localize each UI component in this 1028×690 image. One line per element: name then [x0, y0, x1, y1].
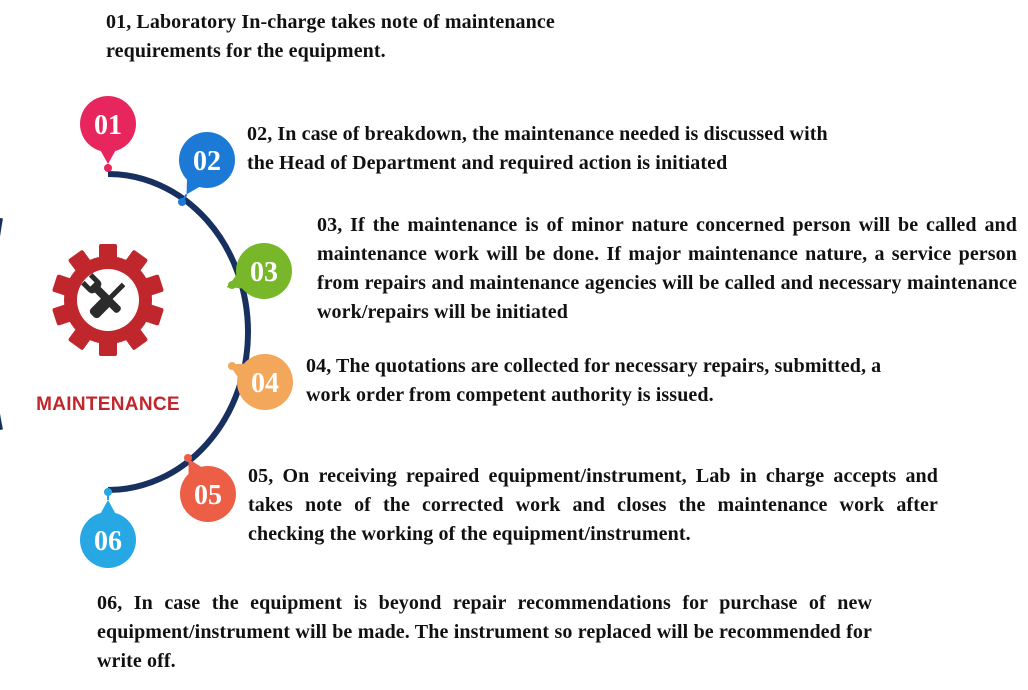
step-03-marker: [227, 243, 292, 299]
step-02-ring-dot: [178, 198, 186, 206]
step-04-text: 04, The quotations are collected for necessary repairs, submitted, a work order from competent authority is issued.: [306, 355, 882, 406]
step-02-marker: [178, 132, 235, 206]
center-title: MAINTENANCE: [36, 394, 180, 415]
step-06-text: 06, In case the equipment is beyond repair recommendations for purchase of new equipment/instrument will be made. The instrument so replaced will be recommended for write off.: [97, 592, 872, 672]
step-06-number: 06: [94, 526, 122, 557]
step-05-number: 05: [194, 480, 222, 511]
step-04-number: 04: [251, 368, 279, 399]
step-03-ring-dot: [228, 281, 236, 289]
step-03-text: 03, If the maintenance is of minor nature concerned person will be called and maintenance work will be done. If major maintenance nature, a service person from repairs and maintenance agencies will be called and necessary maintenance work/repairs will be initiated: [317, 214, 1017, 323]
step-06-marker: [80, 488, 136, 568]
step-02-text: 02, In case of breakdown, the maintenance needed is discussed with the Head of Department and required action is initiated: [247, 123, 828, 174]
step-05-text: 05, On receiving repaired equipment/instrument, Lab in charge accepts and takes note of the corrected work and closes the maintenance work after checking the working of the equipment/instrument.: [248, 465, 938, 545]
step-01-marker: [80, 96, 136, 172]
step-04-marker: [228, 354, 293, 410]
step-04-ring-dot: [228, 362, 236, 370]
step-03-number: 03: [250, 257, 278, 288]
step-01-ring-dot: [104, 164, 112, 172]
step-05-ring-dot: [184, 454, 192, 462]
step-01-text: 01, Laboratory In-charge takes note of maintenance requirements for the equipment.: [106, 11, 555, 62]
step-02-number: 02: [193, 146, 221, 177]
step-01-number: 01: [94, 110, 122, 141]
step-06-ring-dot: [104, 488, 112, 496]
